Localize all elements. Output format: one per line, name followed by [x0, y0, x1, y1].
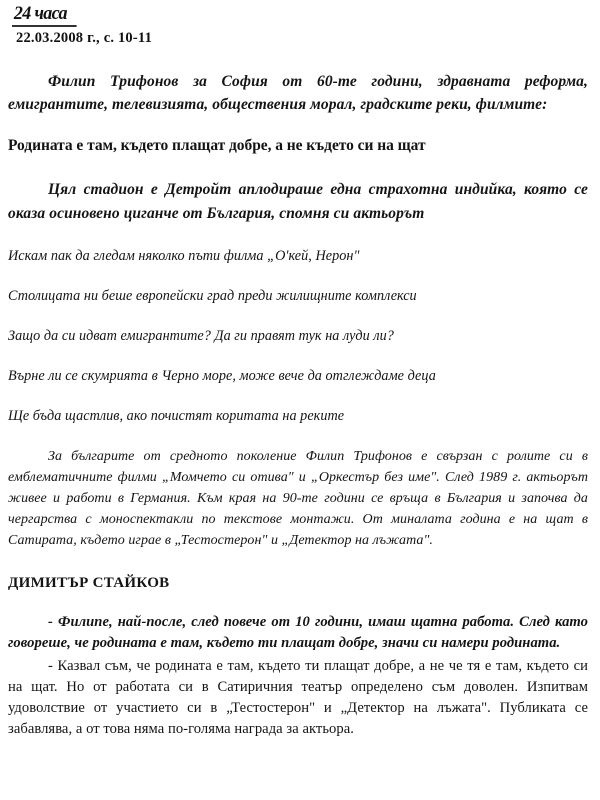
biography-paragraph: За българите от средното поколение Филип Трифонов е свързан с ролите си в емблематичните филми „Момчето си отива" и „Оркестър без име". След 1989 г. актьорът живее и работи в Германия. Към края на 90-те години се връща в България и започва да чергарства с моноспектакли по текстове монтажи. От миналата година е на щат в Сатирата, където играе в „Тестостерон" и „Детектор на лъжата". [8, 449, 588, 549]
interview-question: - Филипе, най-после, след повече от 10 години, имаш щатна работа. След като говореше, че родината е там, където ти плащат добре, значи си намери родината. [8, 614, 588, 652]
list-item: Защо да си идват емигрантите? Да ги правят тук на луди ли? [8, 327, 394, 344]
list-item: Столицата ни беше европейски град преди жилищните комплекси [8, 288, 417, 304]
issue-date-line: 22.03.2008 г., с. 10-11 [16, 29, 153, 46]
publication-logo: 24 часа [12, 4, 76, 27]
author-byline: ДИМИТЪР СТАЙКОВ [8, 575, 170, 592]
highlight-list [8, 247, 588, 425]
list-item: Искам пак да гледам няколко пъти филма „О'кей, Нерон" [8, 248, 360, 265]
interview-answer: - Казвал съм, че родината е там, където ти плащат добре, а не че тя е там, където си на щат. Но от работата си в Сатиричния театър определено съм доволен. Изпитвам удоволствие от участието си в „Тестостерон" и „Детектор на лъжата". Публиката се забавлява, а от това няма по-голяма награда за актьора. [8, 657, 588, 738]
list-item: Ще бъда щастлив, ако почистят коритата на реките [8, 407, 345, 424]
masthead [12, 4, 588, 47]
article-intro: Филип Трифонов за София от 60-те години, здравната реформа, емигрантите, телевизията, обществения морал, градските реки, филмите: [8, 72, 588, 114]
article-headline: Родината е там, където плащат добре, а не където си на щат [8, 137, 426, 155]
list-item: Върне ли се скумрията в Черно море, може вече да отглеждаме деца [8, 367, 436, 384]
article-deck: Цял стадион е Детройт аплодираше една страхотна индийка, която се оказа осиновено циганче от България, спомня си актьорът [8, 180, 588, 222]
